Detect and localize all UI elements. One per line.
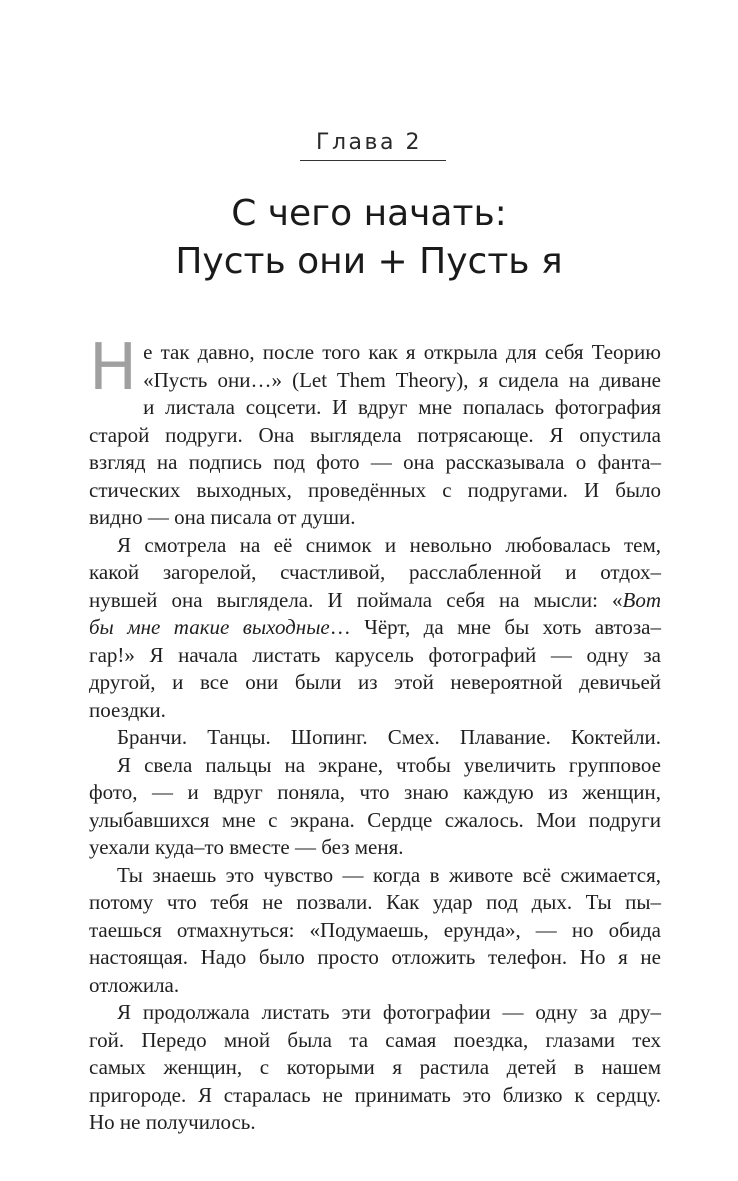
text-line: самых женщин, с которыми я растила детей в нашем [89,1055,661,1079]
drop-cap: Н [89,331,138,405]
text-line: Я продолжала листать эти фотографии — одну за дру– [117,1000,661,1024]
text-line: таешься отмахнуться: «Подумаешь, ерунда», — но обида [89,917,661,942]
text-fragment: … Чёрт, да мне бы хоть автоза– [329,615,661,639]
text-line [89,587,661,615]
text-line: Но не получилось. [89,1110,256,1134]
text-line: Бранчи. Танцы. Шопинг. Смех. Плавание. Коктейли. [117,725,661,749]
text-line: стических выходных, проведённых с подругами. И было [89,477,661,502]
text-line: Я смотрела на её снимок и невольно любовалась тем, [117,532,661,557]
chapter-title-line-2: Пусть они + Пусть я [175,241,563,282]
text-line [89,614,661,642]
text-line: «Пусть они…» (Let Them Theory), я сидела на диване [143,367,661,392]
text-line: гой. Передо мной была та самая поездка, глазами тех [89,1027,661,1052]
text-line: гар!» Я начала листать карусель фотографий — одну за [89,642,661,667]
text-fragment: нувшей она выглядела. И поймала себя на мысли: « [89,587,623,612]
text-line: Я свела пальцы на экране, чтобы увеличить групповое [117,752,661,777]
text-line: поездки. [89,697,166,722]
chapter-title [0,190,738,286]
text-line: настоящая. Надо было просто отложить телефон. Но я не [89,945,661,969]
text-line: и листала соцсети. И вдруг мне попалась фотография [143,395,661,419]
text-line: старой подруги. Она выглядела потрясающе. Я опустила [89,422,661,447]
chapter-label: Глава 2 [316,130,422,155]
text-line: отложила. [89,972,180,997]
text-line: Ты знаешь это чувство — когда в животе всё сжимается, [117,862,661,887]
text-line: уехали куда–то вместе — без меня. [89,835,404,859]
italic-fragment: Вот [622,587,661,612]
text-line: улыбавшихся мне с экрана. Сердце сжалось. Мои подруги [89,807,661,832]
text-line: какой загорелой, счастливой, расслабленной и отдох– [89,560,661,584]
text-line: пригороде. Я старалась не принимать это близко к сердцу. [89,1082,661,1107]
chapter-divider [300,160,446,161]
text-line: другой, и все они были из этой невероятной девичьей [89,670,661,694]
body-text [89,331,661,1137]
text-line: взгляд на подпись под фото — она рассказывала о фанта– [89,450,661,474]
text-line: фото, — и вдруг поняла, что знаю каждую из женщин, [89,780,661,804]
italic-fragment: бы мне такие выходные [89,615,330,639]
text-line: потому что тебя не позвали. Как удар под дых. Ты пы– [89,890,661,914]
text-line: видно — она писала от души. [89,505,356,529]
text-line: е так давно, после того как я открыла для себя Теорию [143,340,661,364]
chapter-title-line-1: С чего начать: [231,193,507,234]
